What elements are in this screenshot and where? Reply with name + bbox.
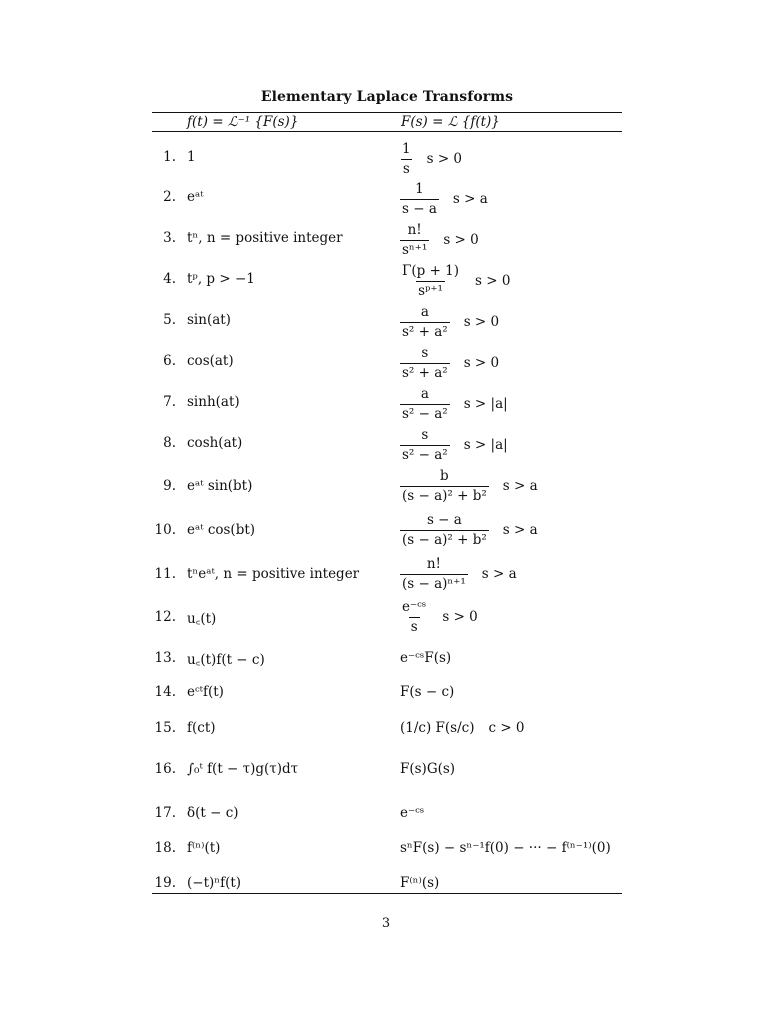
table-top-rule	[152, 112, 622, 113]
fraction-denominator: sᵖ⁺¹	[418, 282, 443, 299]
table-bottom-rule	[152, 893, 622, 894]
fraction-denominator: s² + a²	[402, 323, 448, 340]
time-function: 1	[187, 149, 196, 165]
time-function: sin(at)	[187, 312, 231, 328]
row-number: 14.	[154, 684, 176, 700]
row-number: 15.	[154, 720, 176, 736]
table-header-rule	[152, 131, 622, 132]
fraction-denominator: (s − a)ⁿ⁺¹	[402, 575, 466, 592]
fraction-denominator: sⁿ⁺¹	[402, 241, 428, 258]
laplace-transform	[400, 182, 488, 217]
laplace-transform: F(s)G(s)	[400, 761, 456, 777]
time-function: δ(t − c)	[187, 805, 239, 821]
fraction-numerator: s − a	[426, 512, 462, 528]
fraction-denominator: s² − a²	[402, 446, 448, 463]
laplace-transform: e⁻ᶜˢ	[400, 805, 425, 821]
condition: s > a	[502, 521, 538, 538]
page-title: Elementary Laplace Transforms	[260, 89, 514, 105]
time-function: u꜀(t)	[187, 611, 217, 627]
row-number: 8.	[163, 435, 176, 451]
fraction-denominator: s² + a²	[402, 364, 448, 381]
condition: s > 0	[426, 150, 463, 167]
time-function: cos(at)	[187, 353, 234, 369]
time-function: sinh(at)	[187, 394, 240, 410]
laplace-transform: F⁽ⁿ⁾(s)	[400, 875, 440, 891]
laplace-transform: e⁻ᶜˢF(s)	[400, 650, 452, 666]
row-number: 1.	[163, 149, 176, 165]
fraction-numerator: n!	[426, 556, 441, 572]
condition: s > 0	[463, 354, 500, 371]
fraction-denominator: (s − a)² + b²	[402, 487, 487, 504]
column-header-inverse: f(t) = ℒ⁻¹ {F(s)}	[187, 114, 299, 130]
laplace-transform	[400, 305, 499, 340]
row-number: 7.	[163, 394, 176, 410]
laplace-transform	[400, 513, 538, 548]
laplace-transform: F(s − c)	[400, 684, 455, 700]
condition: s > 0	[443, 231, 479, 248]
time-function: eᵃᵗ sin(bt)	[187, 478, 253, 494]
condition: s > 0	[442, 608, 478, 625]
row-number: 2.	[163, 189, 176, 205]
laplace-transform	[400, 557, 517, 592]
fraction-denominator: s	[410, 618, 418, 635]
time-function: f⁽ⁿ⁾(t)	[187, 840, 221, 856]
fraction-numerator: n!	[407, 222, 422, 238]
fraction-numerator: a	[420, 386, 429, 402]
time-function: f(ct)	[187, 720, 216, 736]
condition: s > a	[502, 477, 538, 494]
laplace-transform	[400, 223, 479, 258]
row-number: 11.	[154, 566, 176, 582]
laplace-transform	[400, 720, 525, 736]
laplace-transform	[400, 346, 499, 381]
page-number: 3	[381, 916, 391, 931]
column-header-transform: F(s) = ℒ {f(t)}	[401, 114, 500, 130]
row-number: 3.	[163, 230, 176, 246]
convolution-integral: ∫₀ᵗ f(t − τ)g(τ)dτ	[187, 761, 299, 777]
laplace-transform	[400, 387, 508, 422]
fraction-numerator: a	[420, 304, 429, 320]
row-number: 4.	[163, 271, 176, 287]
row-number: 16.	[154, 761, 176, 777]
row-number: 9.	[163, 478, 176, 494]
condition: s > a	[452, 190, 488, 207]
fraction-numerator: b	[440, 468, 449, 484]
time-function: eᵃᵗ	[187, 189, 204, 205]
time-function: eᶜᵗf(t)	[187, 684, 224, 700]
scaled-transform: (1/c) F(s/c)	[400, 720, 475, 736]
time-function: eᵃᵗ cos(bt)	[187, 522, 256, 538]
laplace-transform: sⁿF(s) − sⁿ⁻¹f(0) − ··· − f⁽ⁿ⁻¹⁾(0)	[400, 840, 611, 856]
fraction-numerator: 1	[402, 141, 411, 157]
laplace-transform	[400, 428, 508, 463]
fraction-denominator: s² − a²	[402, 405, 448, 422]
condition: s > 0	[463, 313, 500, 330]
condition: s > |a|	[463, 436, 508, 453]
row-number: 17.	[154, 805, 176, 821]
row-number: 10.	[154, 522, 176, 538]
fraction-numerator: Γ(p + 1)	[402, 263, 460, 279]
time-function: tᵖ, p > −1	[187, 271, 255, 287]
fraction-denominator: s	[402, 160, 410, 177]
fraction-numerator: s	[421, 345, 429, 361]
time-function: tⁿ, n = positive integer	[187, 230, 343, 246]
laplace-transform	[400, 142, 462, 177]
time-function: cosh(at)	[187, 435, 243, 451]
laplace-transform	[400, 264, 510, 299]
row-number: 12.	[154, 609, 176, 625]
fraction-denominator: s − a	[402, 200, 437, 217]
row-number: 18.	[154, 840, 176, 856]
laplace-transform	[400, 600, 478, 635]
fraction-numerator: s	[421, 427, 429, 443]
laplace-transform	[400, 469, 538, 504]
row-number: 19.	[154, 875, 176, 891]
fraction-numerator: e⁻ᶜˢ	[402, 599, 427, 615]
time-function: (−t)ⁿf(t)	[187, 875, 242, 891]
condition: s > a	[481, 565, 517, 582]
time-function: u꜀(t)f(t − c)	[187, 652, 265, 668]
fraction-numerator: 1	[415, 181, 424, 197]
fraction-denominator: (s − a)² + b²	[402, 531, 487, 548]
condition: s > |a|	[463, 395, 508, 412]
time-function: tⁿeᵃᵗ, n = positive integer	[187, 566, 360, 582]
row-number: 6.	[163, 353, 176, 369]
condition: c > 0	[488, 720, 525, 736]
row-number: 13.	[154, 650, 176, 666]
row-number: 5.	[163, 312, 176, 328]
condition: s > 0	[475, 272, 511, 289]
